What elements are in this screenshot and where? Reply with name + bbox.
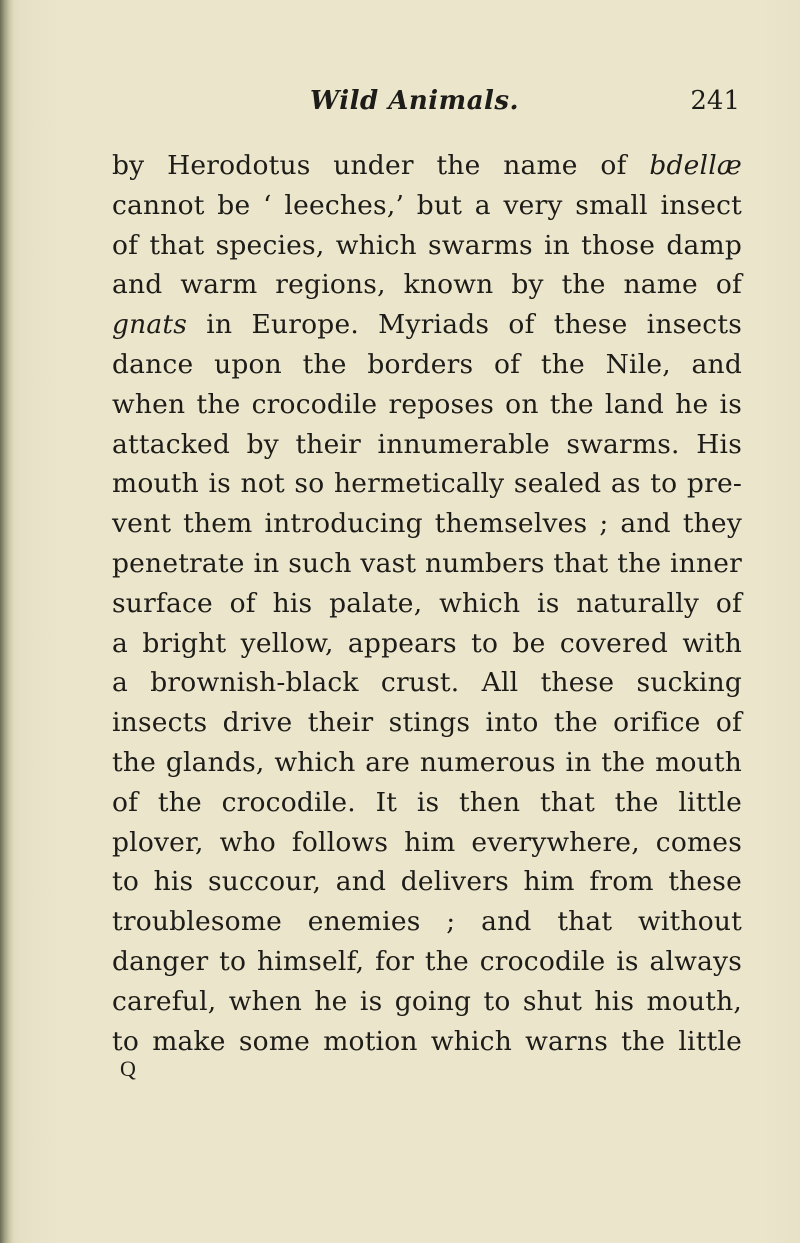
signature-mark: Q bbox=[120, 1056, 136, 1081]
text-line bbox=[112, 226, 742, 266]
text-segment: a bright yellow, appears to be covered with bbox=[112, 627, 742, 659]
text-line bbox=[112, 663, 742, 703]
text-segment: penetrate in such vast numbers that the inner bbox=[112, 547, 742, 579]
text-segment: in Europe. Myriads of these insects bbox=[187, 309, 742, 341]
text-line bbox=[112, 544, 742, 584]
text-segment: careful, when he is going to shut his mouth, bbox=[112, 985, 742, 1017]
text-segment: a brownish-black crust. All these sucking bbox=[112, 667, 742, 699]
text-segment: troublesome enemies ; and that without bbox=[112, 906, 742, 938]
text-line bbox=[112, 504, 742, 544]
text-segment: danger to himself, for the crocodile is always bbox=[112, 945, 742, 977]
text-line bbox=[112, 982, 742, 1022]
text-line bbox=[112, 464, 742, 504]
text-segment: when the crocodile reposes on the land he is bbox=[112, 388, 742, 420]
text-line bbox=[112, 385, 742, 425]
text-segment: dance upon the borders of the Nile, and bbox=[112, 348, 742, 380]
page-number: 241 bbox=[690, 86, 740, 116]
text-line bbox=[112, 942, 742, 982]
text-line bbox=[112, 743, 742, 783]
text-line bbox=[112, 305, 742, 345]
text-segment: plover, who follows him everywhere, comes bbox=[112, 826, 742, 858]
text-segment: cannot be ‘ leeches,’ but a very small insect bbox=[112, 189, 742, 221]
text-line bbox=[112, 1022, 742, 1062]
text-segment: to make some motion which warns the little bbox=[112, 1025, 742, 1057]
text-line bbox=[112, 146, 742, 186]
text-line bbox=[112, 425, 742, 465]
text-line bbox=[112, 902, 742, 942]
text-line bbox=[112, 703, 742, 743]
text-segment: insects drive their stings into the orifice of bbox=[112, 707, 742, 739]
text-line bbox=[112, 584, 742, 624]
text-segment: of that species, which swarms in those damp bbox=[112, 229, 742, 261]
text-line bbox=[112, 265, 742, 305]
running-title: Wild Animals. bbox=[310, 86, 520, 116]
text-segment: the glands, which are numerous in the mouth bbox=[112, 746, 742, 778]
text-segment: vent them introducing themselves ; and they bbox=[112, 508, 742, 540]
binding-edge bbox=[0, 0, 14, 1243]
text-segment: attacked by their innumerable swarms. His bbox=[112, 428, 742, 460]
text-segment: to his succour, and delivers him from these bbox=[112, 866, 742, 898]
italic-term: bdellæ bbox=[649, 150, 742, 181]
text-line bbox=[112, 823, 742, 863]
body-text bbox=[112, 146, 742, 1061]
text-line bbox=[112, 624, 742, 664]
text-segment: by Herodotus under the name of bbox=[112, 150, 650, 181]
text-segment: and warm regions, known by the name of bbox=[112, 269, 742, 301]
text-line bbox=[112, 862, 742, 902]
text-line bbox=[112, 783, 742, 823]
italic-term: gnats bbox=[112, 309, 188, 341]
running-head bbox=[110, 86, 740, 126]
text-segment: of the crocodile. It is then that the little bbox=[112, 786, 742, 818]
text-segment: surface of his palate, which is naturally of bbox=[112, 587, 742, 619]
text-segment: mouth is not so hermetically sealed as to pre- bbox=[112, 468, 742, 500]
text-line bbox=[112, 345, 742, 385]
text-line bbox=[112, 186, 742, 226]
